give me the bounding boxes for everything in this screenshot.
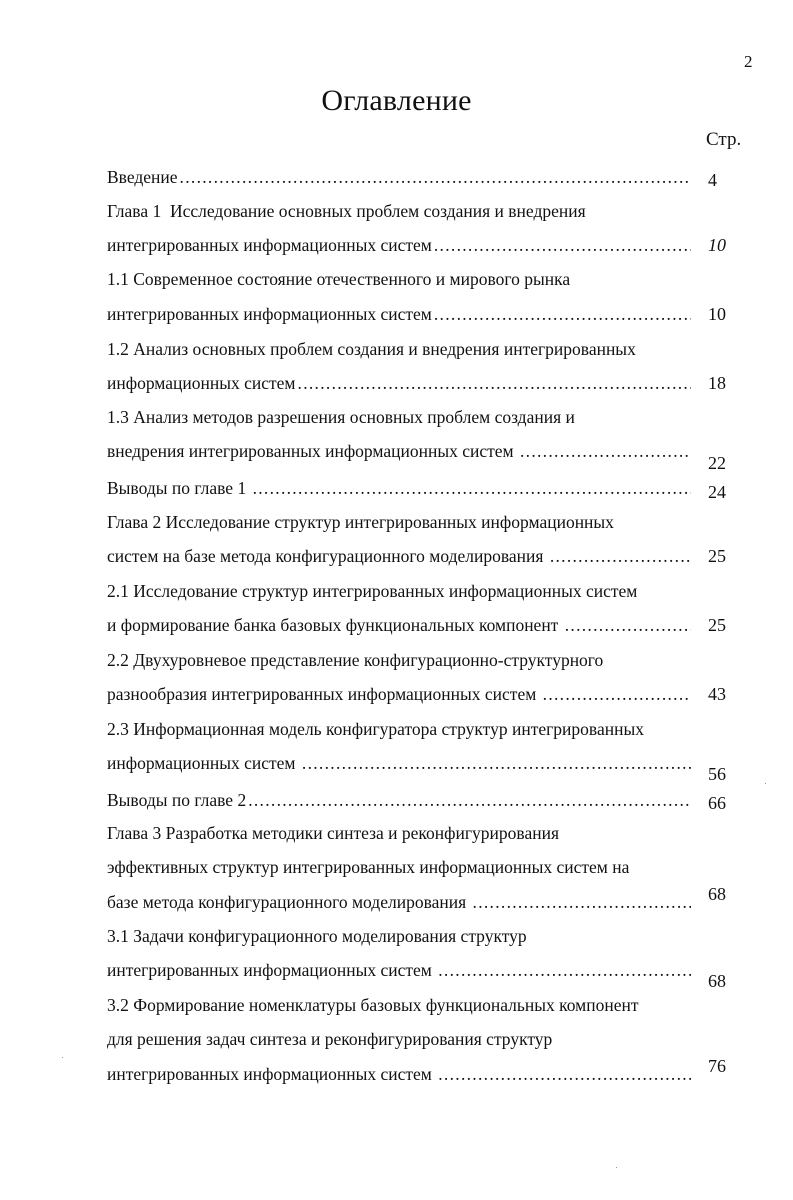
toc-entry-conclusions-1[interactable] — [107, 477, 691, 499]
toc-line: интегрированных информационных систем — [107, 1064, 437, 1084]
dot-leader — [298, 372, 691, 394]
toc-page-number: 10 — [708, 235, 726, 255]
toc-line: для решения задач синтеза и реконфигурирования структур — [107, 1029, 553, 1049]
toc-line: 1.2 Анализ основных проблем создания и внедрения интегрированных — [107, 339, 636, 359]
dot-leader — [180, 166, 691, 188]
dot-leader — [434, 234, 691, 256]
toc-page-number: 4 — [708, 170, 717, 190]
toc-line: 2.3 Информационная модель конфигуратора структур интегрированных — [107, 719, 644, 739]
toc-line: 1.1 Современное состояние отечественного и мирового рынка — [107, 269, 571, 289]
toc-entry-section-3-1[interactable] — [107, 925, 691, 947]
dot-leader — [550, 545, 691, 567]
toc-entry-intro[interactable] — [107, 166, 691, 188]
toc-entry-section-3-1-cont[interactable] — [107, 959, 691, 981]
toc-line: и формирование банка базовых функциональных компонент — [107, 615, 563, 635]
toc-entry-section-1-3-cont[interactable] — [107, 440, 691, 462]
toc-line: систем на базе метода конфигурационного моделирования — [107, 546, 548, 566]
toc-page-number: 68 — [708, 884, 726, 904]
scan-speck — [62, 1057, 63, 1058]
toc-line: Глава 3 Разработка методики синтеза и реконфигурирования — [107, 823, 559, 843]
toc-entry-chapter-3[interactable] — [107, 822, 691, 844]
dot-leader — [438, 959, 691, 981]
toc-entry-section-3-2-cont-2[interactable] — [107, 1063, 691, 1085]
dot-leader — [565, 614, 691, 636]
toc-line: 1.3 Анализ методов разрешения основных проблем создания и — [107, 407, 575, 427]
toc-entry-chapter-3-cont-2[interactable] — [107, 891, 691, 913]
toc-page-number: 56 — [708, 764, 726, 784]
toc-title: Оглавление — [321, 84, 472, 117]
toc-entry-chapter-2-cont[interactable] — [107, 545, 691, 567]
toc-page-number: 24 — [708, 482, 726, 502]
toc-page-number: 66 — [708, 793, 726, 813]
toc-line: Введение — [107, 167, 178, 187]
toc-entry-section-1-1[interactable] — [107, 268, 691, 290]
dot-leader — [253, 477, 691, 499]
toc-line: 2.2 Двухуровневое представление конфигурационно-структурного — [107, 650, 604, 670]
toc-page-number: 10 — [708, 304, 726, 324]
dot-leader — [438, 1063, 691, 1085]
toc-line: интегрированных информационных систем — [107, 235, 432, 255]
toc-entry-section-1-1-cont[interactable] — [107, 303, 691, 325]
toc-entry-section-3-2-cont-1[interactable] — [107, 1028, 691, 1050]
toc-line: Выводы по главе 2 — [107, 790, 247, 810]
dot-leader — [473, 891, 691, 913]
toc-entry-chapter-2[interactable] — [107, 511, 691, 533]
toc-line: интегрированных информационных систем — [107, 960, 437, 980]
toc-entry-section-1-3[interactable] — [107, 406, 691, 428]
toc-line: информационных систем — [107, 373, 296, 393]
toc-entry-section-1-2-cont[interactable] — [107, 372, 691, 394]
toc-entry-section-2-2[interactable] — [107, 649, 691, 671]
toc-line: интегрированных информационных систем — [107, 304, 432, 324]
toc-page-number: 25 — [708, 546, 726, 566]
toc-entry-section-2-2-cont[interactable] — [107, 683, 691, 705]
toc-entry-chapter-3-cont-1[interactable] — [107, 856, 691, 878]
dot-leader — [248, 789, 691, 811]
scan-speck — [616, 1167, 617, 1168]
toc-line: 3.1 Задачи конфигурационного моделирования структур — [107, 926, 527, 946]
toc-page-number: 22 — [708, 453, 726, 473]
toc-entry-section-2-1[interactable] — [107, 580, 691, 602]
toc-page-number: 76 — [708, 1056, 726, 1076]
dot-leader — [302, 752, 691, 774]
page-column-header: Стр. — [706, 129, 742, 150]
dot-leader — [520, 440, 691, 462]
toc-line: разнообразия интегрированных информационных систем — [107, 684, 541, 704]
toc-page-number: 68 — [708, 971, 726, 991]
toc-line: внедрения интегрированных информационных систем — [107, 441, 518, 461]
toc-line: Выводы по главе 1 — [107, 478, 251, 498]
toc-line: 3.2 Формирование номенклатуры базовых функциональных компонент — [107, 995, 639, 1015]
toc-entry-chapter-1[interactable] — [107, 200, 691, 222]
toc-entry-section-2-3-cont[interactable] — [107, 752, 691, 774]
toc-entry-section-3-2[interactable] — [107, 994, 691, 1016]
toc-entry-conclusions-2[interactable] — [107, 789, 691, 811]
toc-page-number: 43 — [708, 684, 726, 704]
toc-line: 2.1 Исследование структур интегрированных информационных систем — [107, 581, 638, 601]
scan-speck — [765, 783, 766, 784]
toc-entry-section-1-2[interactable] — [107, 338, 691, 360]
toc-page-number: 18 — [708, 373, 726, 393]
toc-entry-section-2-3[interactable] — [107, 718, 691, 740]
toc-line: эффективных структур интегрированных информационных систем на — [107, 857, 630, 877]
dot-leader — [543, 683, 691, 705]
toc-line: информационных систем — [107, 753, 300, 773]
toc-entry-chapter-1-cont[interactable] — [107, 234, 691, 256]
toc-entry-section-2-1-cont[interactable] — [107, 614, 691, 636]
toc-page-number: 25 — [708, 615, 726, 635]
toc-line: Глава 1 Исследование основных проблем создания и внедрения — [107, 201, 586, 221]
dot-leader — [434, 303, 691, 325]
toc-line: базе метода конфигурационного моделирования — [107, 892, 471, 912]
page-number: 2 — [744, 52, 753, 71]
toc-line: Глава 2 Исследование структур интегрированных информационных — [107, 512, 614, 532]
